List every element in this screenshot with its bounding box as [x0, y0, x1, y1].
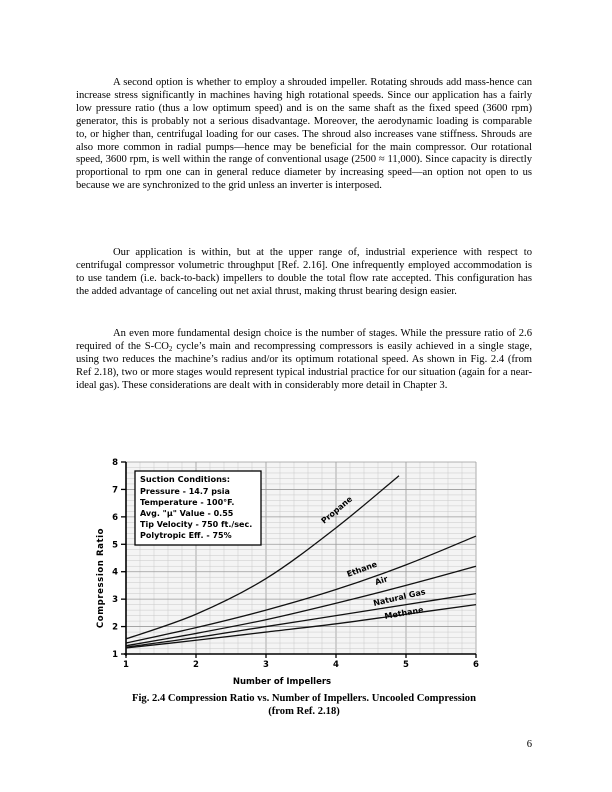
legend-line: Tip Velocity - 750 ft./sec. — [140, 520, 253, 529]
y-tick-label: 3 — [112, 595, 118, 606]
figure-compression-ratio-chart — [82, 458, 482, 688]
legend-line: Temperature - 100°F. — [140, 498, 235, 507]
y-tick-label: 4 — [112, 567, 118, 578]
y-tick-label: 5 — [112, 540, 118, 551]
legend-title: Suction Conditions: — [140, 474, 231, 484]
compression-ratio-chart — [82, 458, 482, 688]
legend-line: Avg. "μ" Value - 0.55 — [140, 509, 234, 518]
y-tick-label: 1 — [112, 650, 118, 660]
legend-line: Pressure - 14.7 psia — [140, 487, 230, 496]
legend-box — [135, 471, 261, 545]
series-label-air: Air — [373, 574, 389, 587]
paragraph-text: cycle’s main and recompressing compressors is easily achieved in a single stage, using two reduces the machine’s radius and/or its optimum rotational speed. As shown in Fig. 2.4 (from Ref 2.18), two or more stages would represent typical industrial practice for our situation (again for a near-ideal gas). These considerations are dealt with in considerably more detail in Chapter 3. — [76, 340, 532, 391]
x-tick-label: 2 — [193, 660, 199, 670]
paragraph-text: Our application is within, but at the upper range of, industrial experience with respect to centrifugal compressor volumetric throughput [Ref. 2.16]. One infrequently employed accommodation is to use tandem (i.e. back-to-back) impellers to double the total flow rate accepted. This configuration has the added advantage of canceling out net axial thrust, making thrust bearing design easier. — [76, 247, 532, 297]
caption-line: Fig. 2.4 Compression Ratio vs. Number of Impellers. Uncooled Compression — [131, 693, 476, 704]
x-tick-label: 1 — [123, 660, 129, 670]
paragraph-text: A second option is whether to employ a shrouded impeller. Rotating shrouds add mass-hence can increase stress significantly in machines having high rotational speeds. Since our application has a fairly low pressure ratio (thus a low optimum speed) and is on the same shaft as the fixed speed (3600 rpm) generator, this is probably not a serious disadvantage. Moreover, the aerodynamic loading is comparable to, or higher than, centrifugal loading for our cases. The shroud also increases vane stiffness. Shrouds are also more common in radial pumps—hence may be beneficial for the main compressor. Our rotational speed, 3600 rpm, is well within the range of conventional usage (2500 ≈ 11,000). Since capacity is directly proportional to rpm one can in general reduce diameter by increasing speed—an option not open to us because we are synchronized to the grid unless an inverter is interposed. — [76, 77, 532, 192]
y-axis-label: Compression Ratio — [96, 527, 106, 629]
series-label-propane: Propane — [319, 494, 355, 526]
subscript: 2 — [168, 344, 173, 353]
paragraph-shrouded-impeller — [76, 77, 532, 193]
paragraph-text: An even more fundamental design choice is the number of stages. While the pressure ratio of 2.6 required of the S-CO — [76, 328, 532, 352]
y-tick-label: 2 — [112, 622, 118, 633]
y-tick-label: 6 — [112, 512, 118, 523]
paragraph-number-of-stages — [76, 328, 532, 393]
x-tick-label: 5 — [403, 660, 409, 670]
series-label-natural-gas: Natural Gas — [372, 587, 427, 608]
legend-line: Polytropic Eff. - 75% — [140, 531, 232, 540]
x-tick-label: 3 — [263, 660, 269, 670]
series-label-ethane: Ethane — [345, 559, 379, 579]
x-axis-label: Number of Impellers — [232, 677, 332, 687]
y-tick-label: 8 — [112, 458, 118, 468]
paragraph-volumetric-throughput — [76, 247, 532, 299]
caption-line: (from Ref. 2.18) — [268, 706, 340, 717]
y-tick-label: 7 — [112, 485, 118, 496]
x-tick-label: 4 — [333, 660, 339, 670]
x-tick-label: 6 — [473, 660, 479, 670]
page-number: 6 — [526, 739, 532, 750]
series-label-methane: Methane — [383, 605, 425, 621]
figure-caption — [76, 692, 532, 718]
